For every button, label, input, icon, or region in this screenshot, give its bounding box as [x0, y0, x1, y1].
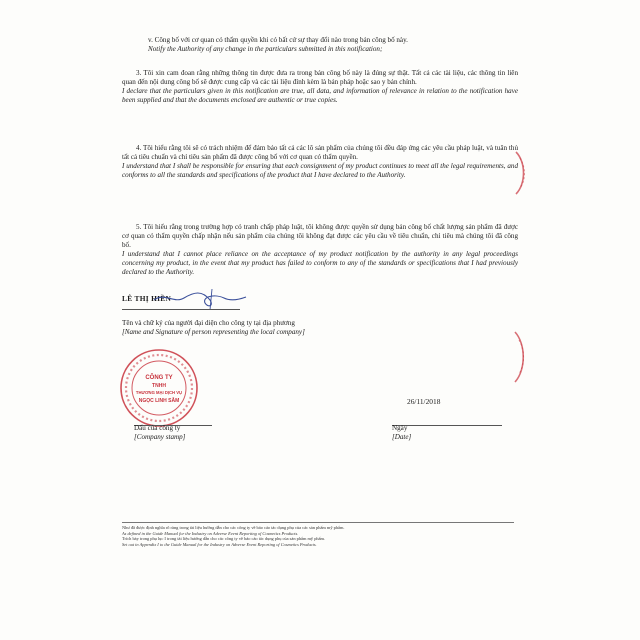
section-v-vi: v. Công bố với cơ quan có thẩm quyền khi có bất cứ sự thay đổi nào trong bản công bố này. [148, 36, 408, 44]
company-stamp-label-vi: Dấu của công ty [134, 424, 181, 432]
company-stamp-label-en: [Company stamp] [134, 433, 186, 441]
footnote-2-en: Set out in Appendix I to the Guide Manual for the Industry on Adverse Event Reporting of Cosmetics Products. [122, 541, 317, 547]
signatory-label-vi: Tên và chữ ký của người đại diện cho công ty tại địa phương [122, 319, 295, 327]
company-stamp-label [134, 424, 185, 442]
section-v [148, 36, 508, 54]
declaration-3-vi: 3. Tôi xin cam đoan rằng những thông tin được đưa ra trong bản công bố này là đúng sự thật. Tất cả các tài liệu, các thông tin liên quan đến nội dung công bố sẽ được cung cấp và các tài liệu đính kèm là bản pháp hoặc sao y bản chính. [122, 69, 518, 86]
footnote-1-vi: Như đã được định nghĩa rõ ràng trong tài liệu hướng dẫn cho các công ty về báo cáo tác dụng phụ của các sản phẩm mỹ phẩm. [122, 525, 345, 530]
signatory-label [122, 319, 422, 337]
date-value: 26/11/2018 [407, 397, 441, 406]
stamp-line-2: TNHH [152, 383, 166, 389]
date-label-vi: Ngày [392, 424, 408, 432]
declaration-5 [122, 223, 518, 277]
section-v-en: Notify the Authority of any change in the particulars submitted in this notification; [148, 45, 383, 53]
stamp-line-4: NGỌC LINH SÂM [138, 398, 180, 404]
signature-line [122, 309, 240, 310]
signatory-label-en: [Name and Signature of person representing the local company] [122, 328, 305, 336]
footnote-1-en: As defined in the Guide Manual for the Industry on Adverse Event Reporting of Cosmetics Products. [122, 530, 299, 536]
date-label-en: [Date] [392, 433, 412, 441]
stamp-line-3: THƯƠNG MẠI DỊCH VỤ [135, 390, 183, 395]
footnote-1 [122, 525, 522, 536]
footnote-2 [122, 536, 522, 547]
declaration-3-en: I declare that the particulars given in this notification are true, all data, and information of relevance in relation to the notification have been supplied and that the documents enclosed are authentic or true copies. [122, 87, 518, 104]
declaration-4 [122, 144, 518, 180]
declaration-5-en: I understand that I cannot place reliance on the acceptance of my product notification by the authority in any legal proceedings concerning my product, in the event that my product has failed to conform to any of the standards or specifications that I had previously declared to the Authority. [122, 250, 518, 276]
edge-stamp-fragment-bottom [512, 330, 528, 384]
declaration-3 [122, 69, 518, 105]
declaration-5-vi: 5. Tôi hiểu rằng trong trường hợp có tranh chấp pháp luật, tôi không được quyền sử dụng bản công bố chất lượng sản phẩm đã được cơ quan có thẩm quyền chấp nhận nếu sản phẩm của chúng tôi không đạt được các yêu cầu về tiêu chuẩn, chỉ tiêu mà chúng tôi đã công bố. [122, 223, 518, 249]
declaration-4-en: I understand that I shall be responsible for ensuring that each consignment of my product continues to meet all the legal requirements, and conforms to all the standards and specifications of the product that I have declared to the Authority. [122, 162, 518, 179]
footnote-2-vi: Trích bảy trong phụ lục I trong tài liệu hướng dẫn cho các công ty về báo cáo tác dụng phụ của sản phẩm mỹ phẩm. [122, 536, 326, 541]
company-stamp [118, 347, 200, 429]
declaration-4-vi: 4. Tôi hiểu rằng tôi sẽ có trách nhiệm để đảm bảo tất cả các lô sản phẩm của chúng tôi đều đáp ứng các yêu cầu pháp luật, và tuân thủ tất cả tiêu chuẩn và chỉ tiêu sản phẩm đã được công bố với cơ quan có thẩm quyền. [122, 144, 518, 161]
signatory-name: LÊ THỊ HIỀN [122, 294, 172, 303]
edge-stamp-fragment-top [514, 150, 528, 196]
stamp-line-1: CÔNG TY [145, 375, 173, 381]
footnote-rule [122, 522, 514, 523]
date-label [392, 424, 411, 442]
